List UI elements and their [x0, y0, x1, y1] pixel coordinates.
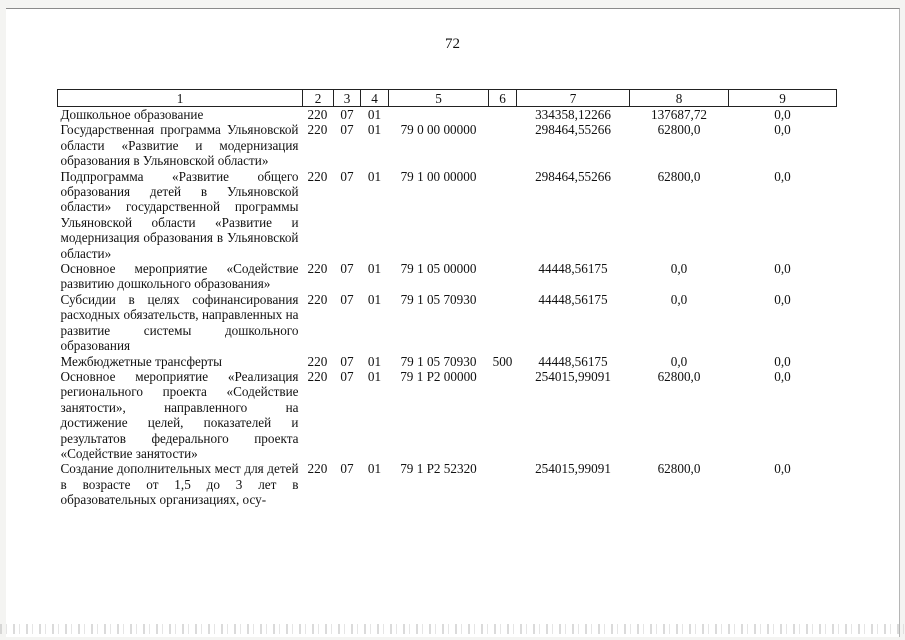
amount-col7-cell: 44448,56175	[538, 353, 608, 369]
admin-code-cell: 220	[307, 261, 328, 277]
amount-col9-cell: 0,0	[774, 461, 791, 477]
item-name-cell: Государственная программа Ульяновской области «Развитие и модернизация образования в Ульяновской области»	[60, 122, 299, 169]
header-cell: 3	[334, 90, 361, 107]
target-article-cell	[389, 107, 489, 123]
amount-col8-cell: 62800,0	[657, 168, 701, 184]
subsection-cell: 01	[367, 353, 382, 369]
subsection-cell: 01	[367, 122, 382, 138]
subsection-cell: 01	[367, 168, 382, 184]
header-cell: 2	[303, 90, 334, 107]
amount-col7-cell: 44448,56175	[538, 291, 608, 307]
header-cell: 4	[361, 90, 389, 107]
target-article-cell: 79 1 00 00000	[400, 168, 477, 184]
table-row	[58, 107, 837, 123]
section-cell: 07	[340, 291, 354, 307]
section-cell: 07	[340, 122, 354, 138]
table-row	[58, 461, 837, 513]
section-cell: 07	[340, 107, 354, 122]
subsection-cell: 01	[367, 368, 382, 384]
header-cell: 9	[729, 90, 837, 107]
item-name-cell: Межбюджетные трансферты	[60, 353, 222, 369]
header-cell: 6	[489, 90, 517, 107]
amount-col9-cell: 0,0	[774, 261, 791, 277]
expense-type-cell	[489, 122, 517, 168]
amount-col7-cell: 298464,55266	[535, 168, 611, 184]
item-name-cell: Подпрограмма «Развитие общего образования детей в Ульяновской области» государственной программы Ульяновской области «Развитие и модернизация образования в Ульяновской области»	[60, 168, 299, 261]
amount-col7-cell: 254015,99091	[535, 461, 611, 477]
target-article-cell: 79 1 P2 00000	[400, 368, 477, 384]
expense-type-cell	[489, 369, 517, 461]
amount-col7-cell: 298464,55266	[535, 122, 611, 138]
amount-col8-cell: 0,0	[670, 353, 688, 369]
target-article-cell: 79 1 P2 52320	[400, 461, 477, 477]
amount-col7-cell: 334358,12266	[535, 107, 611, 122]
amount-col9-cell: 0,0	[774, 368, 791, 384]
amount-col8-cell: 62800,0	[657, 461, 701, 477]
table-row	[58, 292, 837, 354]
expense-type-cell	[489, 261, 517, 292]
expense-type-cell	[489, 169, 517, 261]
section-cell: 07	[340, 353, 354, 369]
amount-col9-cell: 0,0	[774, 107, 791, 122]
table-row	[58, 354, 837, 369]
target-article-cell: 79 1 05 00000	[400, 261, 477, 277]
admin-code-cell: 220	[307, 107, 328, 122]
amount-col8-cell: 0,0	[670, 291, 688, 307]
amount-col9-cell: 0,0	[774, 353, 791, 369]
subsection-cell: 01	[367, 461, 382, 477]
item-name-cell: Основное мероприятие «Содействие развитию дошкольного образования»	[60, 261, 299, 292]
expense-type-cell	[489, 107, 517, 123]
amount-col7-cell: 44448,56175	[538, 261, 608, 277]
amount-col7-cell: 254015,99091	[535, 368, 611, 384]
amount-col9-cell: 0,0	[774, 168, 791, 184]
admin-code-cell: 220	[307, 291, 328, 307]
item-name-cell: Субсидии в целях софинансирования расходных обязательств, направленных на развитие системы дошкольного образования	[60, 291, 299, 354]
page-number: 72	[445, 36, 460, 52]
table-row	[58, 122, 837, 168]
subsection-cell: 01	[367, 291, 382, 307]
admin-code-cell: 220	[307, 353, 328, 369]
expense-type-cell	[489, 292, 517, 354]
target-article-cell: 79 1 05 70930	[400, 291, 477, 307]
amount-col8-cell: 137687,72	[650, 107, 708, 122]
item-name-cell: Дошкольное образование	[60, 107, 204, 122]
budget-table	[57, 89, 837, 513]
item-name-cell: Основное мероприятие «Реализация регионального проекта «Содействие занятости», направленного на достижение целей, показателей и результатов федерального проекта «Содействие занятости»	[60, 368, 299, 461]
scan-edge-noise	[0, 624, 905, 634]
header-cell: 7	[517, 90, 630, 107]
table-row	[58, 369, 837, 461]
section-cell: 07	[340, 261, 354, 277]
amount-col8-cell: 62800,0	[657, 122, 701, 138]
header-cell: 8	[630, 90, 729, 107]
item-name-cell: Создание дополнительных мест для детей в возрасте от 1,5 до 3 лет в образовательных организациях, осу-	[60, 461, 299, 508]
header-cell: 1	[58, 90, 303, 107]
target-article-cell: 79 0 00 00000	[400, 122, 477, 138]
section-cell: 07	[340, 461, 354, 477]
admin-code-cell: 220	[307, 168, 328, 184]
amount-col9-cell: 0,0	[774, 291, 791, 307]
subsection-cell: 01	[367, 261, 382, 277]
header-cell: 5	[389, 90, 489, 107]
section-cell: 07	[340, 368, 354, 384]
table-row	[58, 261, 837, 292]
amount-col8-cell: 0,0	[670, 261, 688, 277]
section-cell: 07	[340, 168, 354, 184]
admin-code-cell: 220	[307, 368, 328, 384]
subsection-cell: 01	[367, 107, 382, 122]
amount-col9-cell: 0,0	[774, 122, 791, 138]
amount-col8-cell: 62800,0	[657, 368, 701, 384]
table-header-row	[58, 90, 837, 107]
expense-type-cell	[489, 461, 517, 513]
target-article-cell: 79 1 05 70930	[400, 353, 477, 369]
admin-code-cell: 220	[307, 461, 328, 477]
table-row	[58, 169, 837, 261]
admin-code-cell: 220	[307, 122, 328, 138]
expense-type-cell: 500	[492, 353, 513, 369]
